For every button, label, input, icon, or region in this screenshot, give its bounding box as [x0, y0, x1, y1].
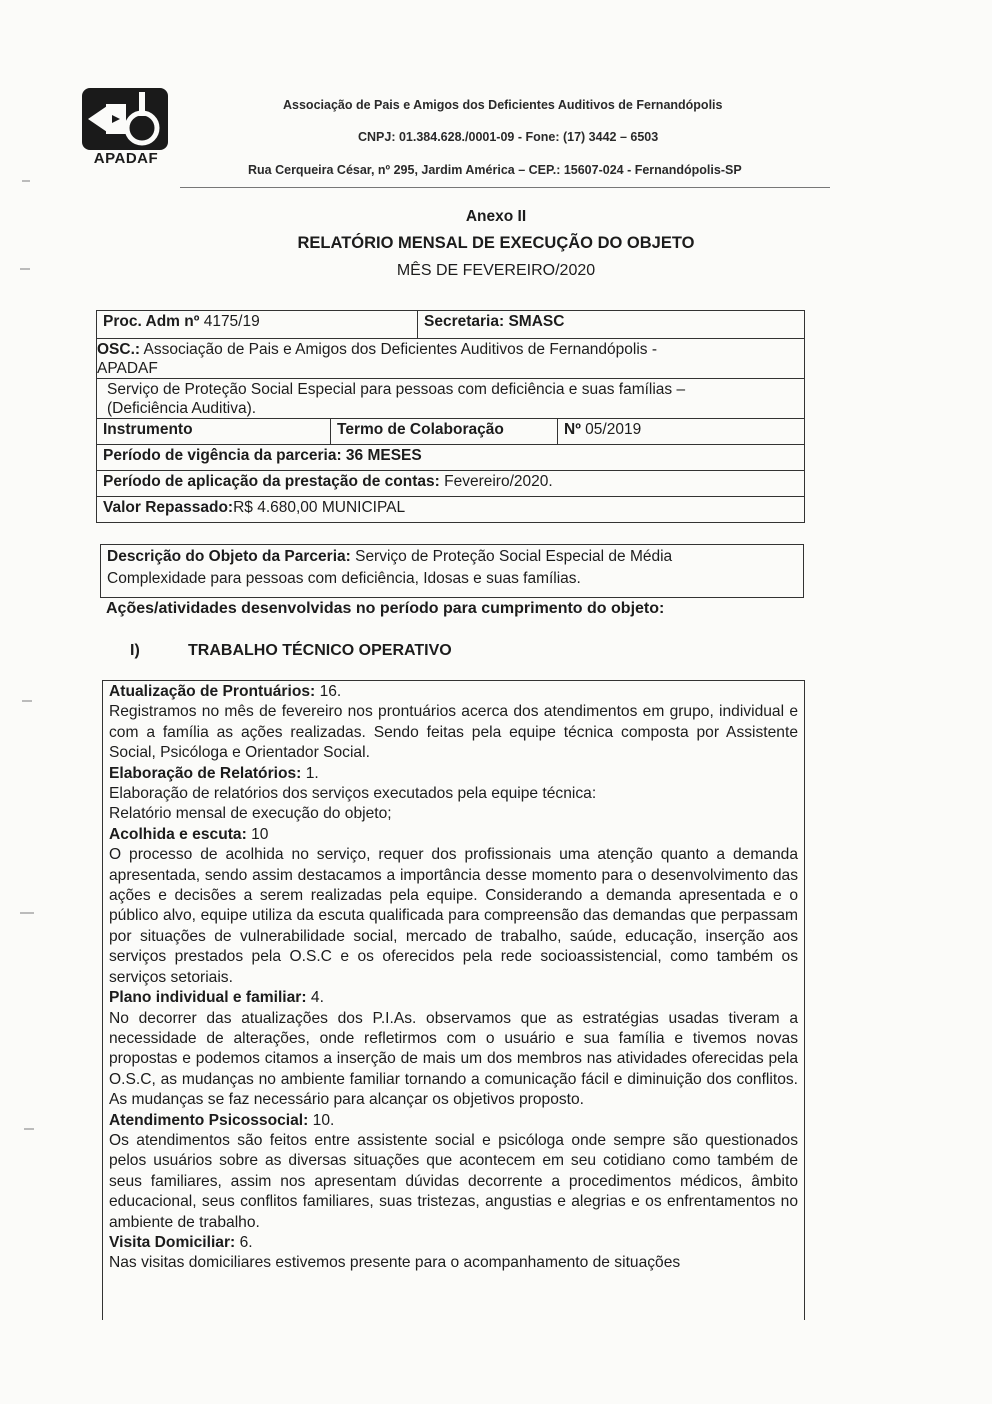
report-title: RELATÓRIO MENSAL DE EXECUÇÃO DO OBJETO [297, 234, 695, 252]
termo-cell [330, 419, 557, 444]
vigencia-cell [97, 445, 804, 470]
acolhida-value: 10 [246, 825, 269, 843]
object-description-box [100, 544, 804, 598]
secretaria-cell [417, 311, 804, 338]
address-line: Rua Cerqueira César, nº 295, Jardim América – CEP.: 15607-024 - Fernandópolis-SP [248, 163, 742, 177]
organization-name: Associação de Pais e Amigos dos Deficientes Auditivos de Fernandópolis [283, 98, 723, 112]
proc-label: Proc. Adm nº [103, 313, 200, 330]
ear-hand-logo-icon [82, 88, 168, 150]
prontuarios-value: 16. [315, 683, 342, 700]
osc-value-line2: APADAF [97, 360, 158, 377]
visita-value: 6. [235, 1233, 253, 1251]
section-number: I) [130, 642, 140, 659]
apadaf-logo [80, 88, 172, 168]
valor-value: R$ 4.680,00 MUNICIPAL [233, 499, 406, 516]
scan-speck [22, 180, 30, 182]
osc-label: OSC.: [97, 341, 141, 358]
visita-label: Visita Domiciliar: [109, 1233, 236, 1251]
scan-speck [20, 912, 34, 914]
row-valor [97, 496, 804, 522]
numero-cell [557, 419, 804, 444]
instrumento-cell [97, 419, 330, 444]
numero-label: Nº [564, 421, 581, 438]
plano-label: Plano individual e familiar: [109, 989, 307, 1007]
acolhida-text: O processo de acolhida no serviço, requer dos profissionais uma atenção quanto a demanda apresentada, sendo assim destacamos a importância desse momento para o desenvolvimento das ações e decisões a serem realizadas pela equipe. Considerando a demanda apresentada e o público alvo, equipe utiliza da escuta qualificada para compreensão das demandas que perpassam por situações de vulnerabilidade social, mercado de trabalho, saúde, educação, inserção aos serviços prestados pela O.S.C e os oferecidos pela rede socioassistencial, como também os serviços setoriais. [109, 846, 798, 986]
valor-cell [97, 497, 804, 522]
partnership-info-table [96, 310, 805, 523]
aplicacao-label: Período de aplicação da prestação de contas: [103, 473, 440, 490]
relatorios-value: 1. [301, 764, 319, 782]
row-service [97, 378, 804, 418]
section-title: TRABALHO TÉCNICO OPERATIVO [188, 642, 452, 659]
service-line2: (Deficiência Auditiva). [107, 400, 257, 417]
osc-value: Associação de Pais e Amigos dos Deficientes Auditivos de Fernandópolis - [140, 341, 658, 358]
aplicacao-cell [97, 471, 804, 496]
row-vigencia [97, 444, 804, 470]
description-label: Descrição do Objeto da Parceria: [107, 548, 351, 565]
instrumento-label: Instrumento [103, 421, 193, 438]
aplicacao-value: Fevereiro/2020. [439, 473, 553, 490]
plano-value: 4. [306, 989, 324, 1007]
row-proc-secretaria [97, 311, 804, 338]
report-month: MÊS DE FEVEREIRO/2020 [396, 262, 596, 279]
relatorios-label: Elaboração de Relatórios: [109, 764, 302, 782]
acolhida-label: Acolhida e escuta: [109, 825, 247, 843]
row-instrumento [97, 418, 804, 444]
psicossocial-value: 10. [308, 1111, 335, 1129]
logo-text: APADAF [93, 150, 159, 167]
section-heading [130, 642, 452, 660]
visita-text: Nas visitas domiciliares estivemos presente para o acompanhamento de situações [109, 1254, 681, 1272]
termo-label: Termo de Colaboração [337, 421, 504, 438]
actions-heading: Ações/atividades desenvolvidas no período para cumprimento do objeto: [106, 600, 665, 617]
prontuarios-text: Registramos no mês de fevereiro nos prontuários acerca dos atendimentos em grupo, individual e com a família as ações realizadas. Sendo feitas pela equipe técnica composta por Assistente Social, Psicóloga e Orientador Social. [109, 703, 798, 762]
service-cell [97, 379, 804, 418]
row-aplicacao [97, 470, 804, 496]
numero-value: 05/2019 [580, 421, 642, 438]
logo-emblem [82, 88, 168, 150]
service-line1: Serviço de Proteção Social Especial para pessoas com deficiência e suas famílias – [107, 381, 686, 398]
osc-cell [97, 339, 804, 378]
scan-speck [20, 268, 30, 270]
plano-text: No decorrer das atualizações dos P.I.As. observamos que as estratégias usadas tiveram a necessidade de alterações, onde refletirmos com o usuário e sua família e tivemos novas propostas e podemos citamos a inserção de mais um dos membros nas atividades oferecidas pela O.S.C, as mudanças no ambiente familiar tornando a comunicação fácil e diminuição dos conflitos. As mudanças se faz necessário para alcançar os objetivos proposto. [109, 1009, 798, 1109]
prontuarios-label: Atualização de Prontuários: [109, 683, 316, 700]
row-osc [97, 338, 804, 378]
psicossocial-text: Os atendimentos são feitos entre assistente social e psicóloga onde sempre são questionados pelos usuários sobre as diversas situações que acontecem em seu cotidiano como também de seus familiares, assim nos apresentam dúvidas decorrente a procedimentos médicos, âmbito educacional, seus conflitos familiares, suas tristezas, angustias e alegrias e os enfrentamentos no ambiente de trabalho. [109, 1131, 798, 1231]
activities-box [102, 680, 805, 1320]
proc-cell [97, 311, 417, 338]
valor-label: Valor Repassado: [103, 499, 234, 516]
description-text-line2: Complexidade para pessoas com deficiência, Idosas e suas famílias. [107, 570, 581, 587]
description-text-line1: Serviço de Proteção Social Especial de Média [350, 548, 673, 565]
scan-speck [24, 1128, 34, 1130]
proc-value: 4175/19 [199, 313, 260, 330]
secretaria-label: Secretaria: SMASC [424, 313, 565, 330]
annex-title: Anexo II [465, 208, 527, 225]
vigencia-label: Período de vigência da parceria: 36 MESES [103, 447, 422, 464]
relatorios-text1: Elaboração de relatórios dos serviços executados pela equipe técnica: [109, 785, 597, 803]
psicossocial-label: Atendimento Psicossocial: [109, 1111, 309, 1129]
cnpj-phone-line: CNPJ: 01.384.628./0001-09 - Fone: (17) 3442 – 6503 [358, 130, 659, 144]
header-divider [180, 187, 830, 188]
relatorios-text2: Relatório mensal de execução do objeto; [109, 805, 392, 823]
scan-speck [22, 700, 32, 702]
